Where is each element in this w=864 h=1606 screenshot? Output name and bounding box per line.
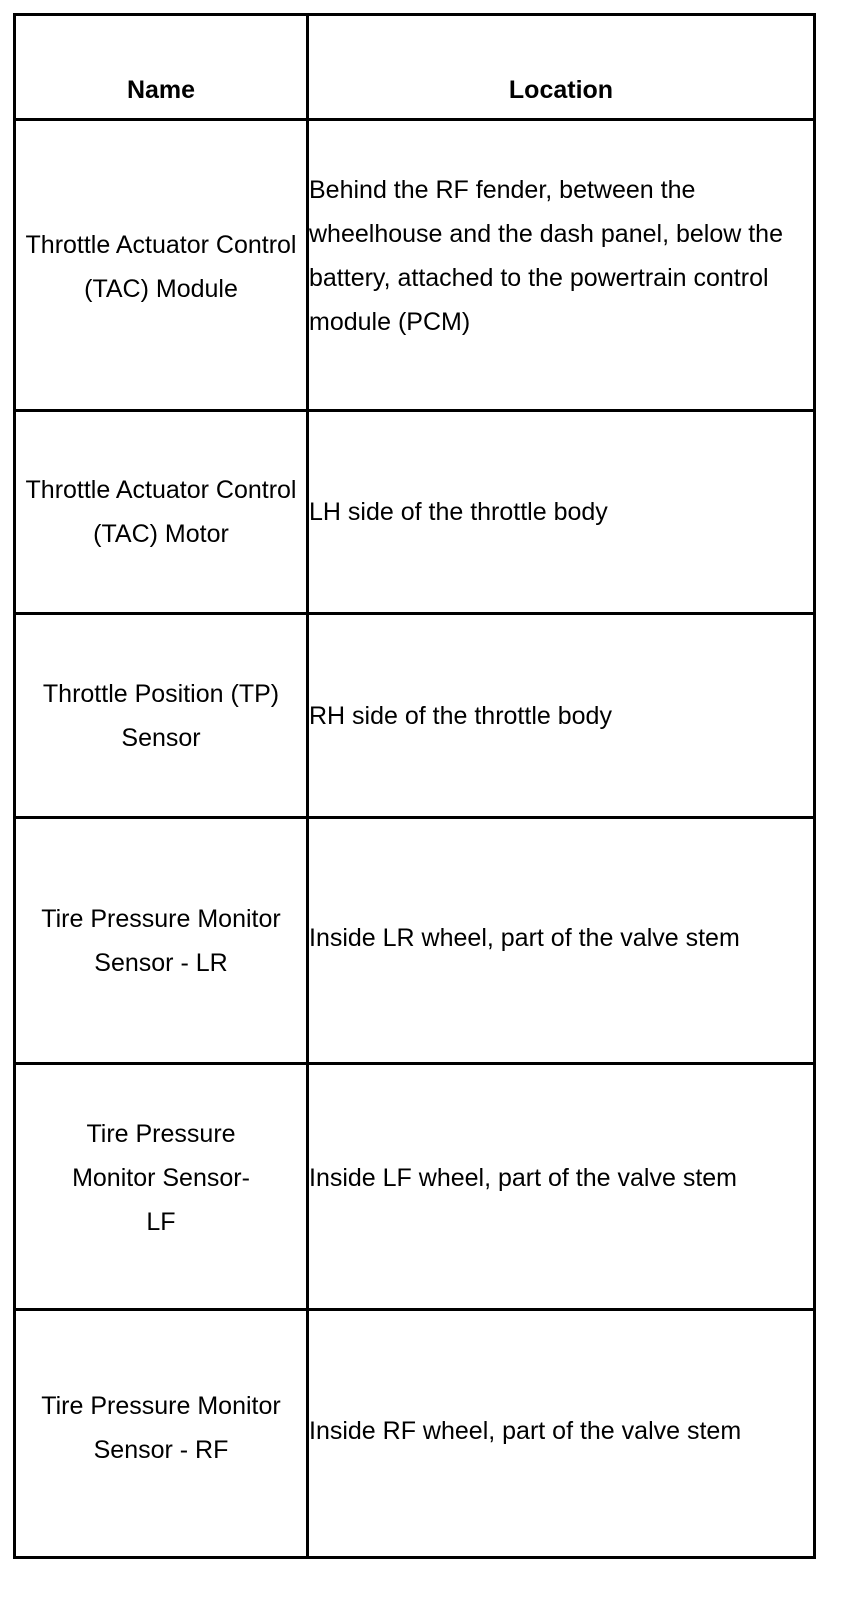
component-location: Inside LR wheel, part of the valve stem — [309, 923, 740, 952]
table-row — [15, 1310, 815, 1558]
component-name-cell — [15, 818, 308, 1064]
table-row — [15, 818, 815, 1064]
component-location-table — [13, 13, 816, 1559]
location-column-header: Location — [308, 15, 815, 120]
component-name-cell — [15, 614, 308, 818]
component-name: Throttle Actuator Control (TAC) Motor — [25, 476, 297, 548]
header-row — [15, 15, 815, 120]
component-location: Inside LF wheel, part of the valve stem — [309, 1163, 737, 1192]
component-location-cell — [308, 614, 815, 818]
table-row — [15, 120, 815, 411]
component-location-cell — [308, 411, 815, 614]
name-column-header: Name — [15, 15, 308, 120]
component-name: Tire Pressure Monitor Sensor-LF — [72, 1119, 250, 1236]
component-location: Inside RF wheel, part of the valve stem — [309, 1416, 742, 1445]
component-location: LH side of the throttle body — [309, 498, 608, 526]
table-row — [15, 411, 815, 614]
component-location-cell — [308, 1064, 815, 1310]
component-name: Throttle Actuator Control (TAC) Module — [25, 231, 297, 303]
component-name-cell — [15, 1310, 308, 1558]
component-location-cell — [308, 1310, 815, 1558]
component-location-cell — [308, 818, 815, 1064]
component-name: Throttle Position (TP) Sensor — [42, 679, 280, 752]
table-row — [15, 1064, 815, 1310]
component-name: Tire Pressure Monitor Sensor - RF — [41, 1391, 281, 1464]
component-name-cell — [15, 1064, 308, 1310]
component-name-cell — [15, 411, 308, 614]
table-row — [15, 614, 815, 818]
component-name: Tire Pressure Monitor Sensor - LR — [41, 904, 281, 977]
component-location: RH side of the throttle body — [309, 701, 612, 730]
component-name-cell — [15, 120, 308, 411]
component-location-cell — [308, 120, 815, 411]
component-location: Behind the RF fender, between the wheelhouse and the dash panel, below the battery, attached to the powertrain control module (PCM) — [309, 176, 783, 336]
